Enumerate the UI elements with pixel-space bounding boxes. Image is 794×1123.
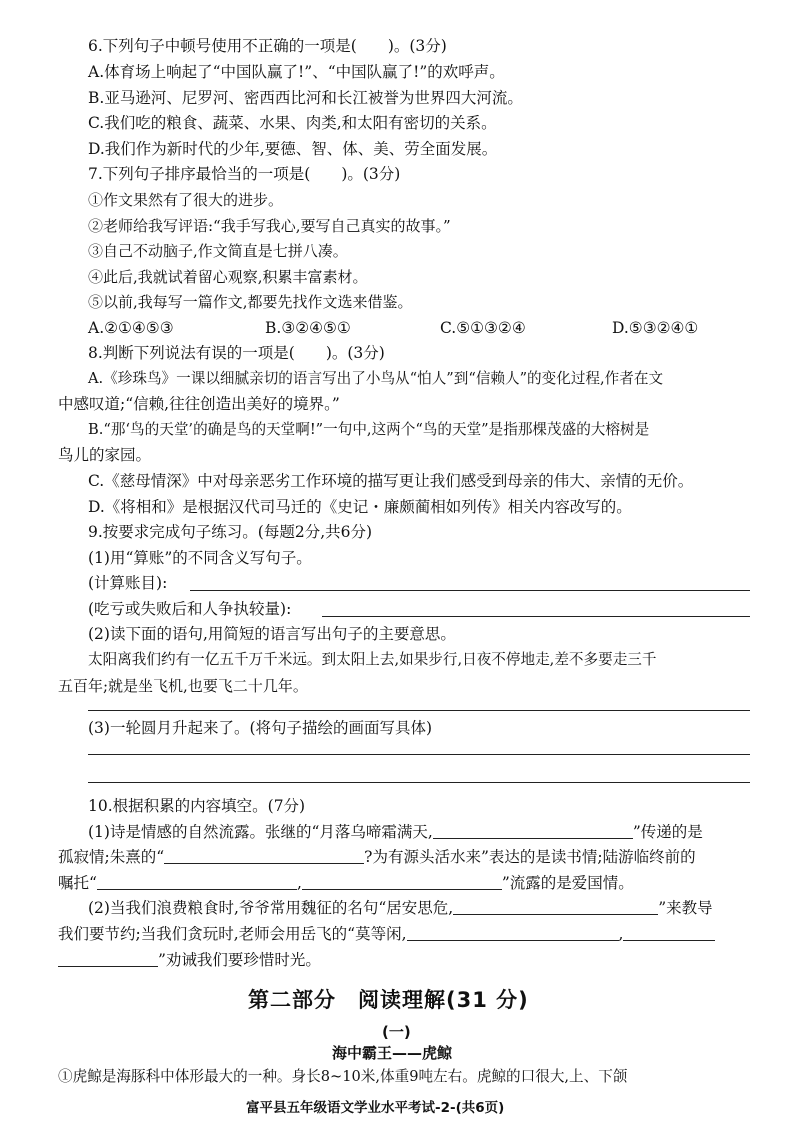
q10-line3 [58,873,634,893]
q9-part3-answer-line-1[interactable] [88,754,750,755]
q10-blank-7-continued[interactable] [58,951,158,967]
q7-option-b: B.③②④⑤① [265,319,351,337]
part2-title: 第二部分 阅读理解(31 分) [248,988,529,1012]
q10-blank-4[interactable] [302,874,502,890]
q6-option-d: D.我们作为新时代的少年,要德、智、体、美、劳全面发展。 [88,140,498,158]
q9-part3: (3)一轮圆月升起来了。(将句子描绘的画面写具体) [88,719,433,737]
q7-sentence-5: ⑤以前,我每写一篇作文,都要先找作文选来借鉴。 [88,293,413,311]
q6-stem: 6.下列句子中顿号使用不正确的一项是( )。(3分) [88,37,447,55]
part2-section-number: (一) [382,1023,411,1041]
q9-part2-text-line1: 太阳离我们约有一亿五千万千米远。到太阳上去,如果步行,日夜不停地走,差不多要走三千 [88,651,657,668]
q9-part1-b-answer-line[interactable] [322,616,750,617]
q7-sentence-4: ④此后,我就试着留心观察,积累丰富素材。 [88,268,368,286]
q6-option-a: A.体育场上响起了“中国队赢了!”、“中国队赢了!”的欢呼声。 [88,63,505,81]
article-title: 海中霸王——虎鲸 [332,1044,453,1062]
q7-sentence-1: ①作文果然有了很大的进步。 [88,191,284,209]
q10-stem: 10.根据积累的内容填空。(7分) [88,797,306,815]
q6-option-c: C.我们吃的粮食、蔬菜、水果、肉类,和太阳有密切的关系。 [88,114,497,132]
q9-part2: (2)读下面的语句,用简短的语言写出句子的主要意思。 [88,625,456,643]
q10-line3-text-c: ”流露的是爱国情。 [501,874,634,892]
q9-part1: (1)用“算账”的不同含义写句子。 [88,549,312,567]
q10-line2-text-a: 孤寂情;朱熹的“ [58,848,165,866]
q9-stem: 9.按要求完成句子练习。(每题2分,共6分) [88,523,373,541]
q10-line4-text-a: (2)当我们浪费粮食时,爷爷常用魏征的名句“居安思危, [88,899,454,917]
q7-option-c: C.⑤①③②④ [440,319,526,337]
q10-line2 [58,847,696,867]
q10-line3-text-b: , [296,874,302,892]
q10-line5-text-b: , [618,925,624,943]
q9-part3-answer-line-2[interactable] [88,782,750,783]
q8-option-b-line1: B.“那‘鸟的天堂’的确是鸟的天堂啊!”一句中,这两个“鸟的天堂”是指那棵茂盛的大榕树是 [88,421,650,438]
q9-part1-b-label: (吃亏或失败后和人争执较量): [88,600,292,618]
q6-option-b: B.亚马逊河、尼罗河、密西西比河和长江被誉为世界四大河流。 [88,89,523,107]
q8-option-a-line1: A.《珍珠鸟》一课以细腻亲切的语言写出了小鸟从“怕人”到“信赖人”的变化过程,作者在文 [88,370,664,387]
q10-line1-text-b: ”传递的是 [632,823,703,841]
q9-part1-a-label: (计算账目): [88,574,168,592]
q7-stem: 7.下列句子排序最恰当的一项是( )。(3分) [88,165,401,183]
q8-stem: 8.判断下列说法有误的一项是( )。(3分) [88,344,385,362]
q10-line4-text-b: ”来教导 [658,899,713,917]
q10-line2-text-b: ?为有源头活水来”表达的是读书情;陆游临终前的 [364,848,696,866]
q10-line6-text-a: ”劝诫我们要珍惜时光。 [158,951,321,969]
q7-option-d: D.⑤③②④① [612,319,699,337]
q8-option-c: C.《慈母情深》中对母亲恶劣工作环境的描写更让我们感受到母亲的伟大、亲情的无价。 [88,472,694,490]
q10-line5 [58,924,715,944]
q10-blank-3[interactable] [97,874,297,890]
q9-part2-text-line2: 五百年;就是坐飞机,也要飞二十几年。 [58,677,308,695]
q10-line1-text-a: (1)诗是情感的自然流露。张继的“月落乌啼霜满天, [88,823,433,841]
q9-part2-answer-line[interactable] [88,710,750,711]
article-paragraph-1: ①虎鲸是海豚科中体形最大的一种。身长8~10米,体重9吨左右。虎鲸的口很大,上、下颌 [58,1068,628,1085]
q10-blank-7[interactable] [623,925,715,941]
page-footer: 富平县五年级语文学业水平考试-2-(共6页) [246,1100,505,1116]
q10-blank-5[interactable] [453,899,658,915]
q10-blank-1[interactable] [433,823,633,839]
q7-sentence-3: ③自己不动脑子,作文简直是七拼八凑。 [88,242,348,260]
q8-option-d: D.《将相和》是根据汉代司马迁的《史记・廉颇蔺相如列传》相关内容改写的。 [88,498,632,516]
q8-option-b-line2: 鸟儿的家园。 [58,446,152,464]
q9-part1-a-answer-line[interactable] [190,590,750,591]
q8-option-a-line2: 中感叹道;“信赖,往往创造出美好的境界。” [58,395,340,413]
q10-line5-text-a: 我们要节约;当我们贪玩时,老师会用岳飞的“莫等闲, [58,925,407,943]
q10-line1 [88,822,703,842]
q10-line6 [58,950,321,970]
q7-option-a: A.②①④⑤③ [88,319,174,337]
q10-blank-2[interactable] [164,848,364,864]
q7-sentence-2: ②老师给我写评语:“我手写我心,要写自己真实的故事。” [88,217,451,235]
q10-line3-text-a: 嘱托“ [58,874,97,892]
q10-line4 [88,898,713,918]
q10-blank-6[interactable] [407,925,619,941]
